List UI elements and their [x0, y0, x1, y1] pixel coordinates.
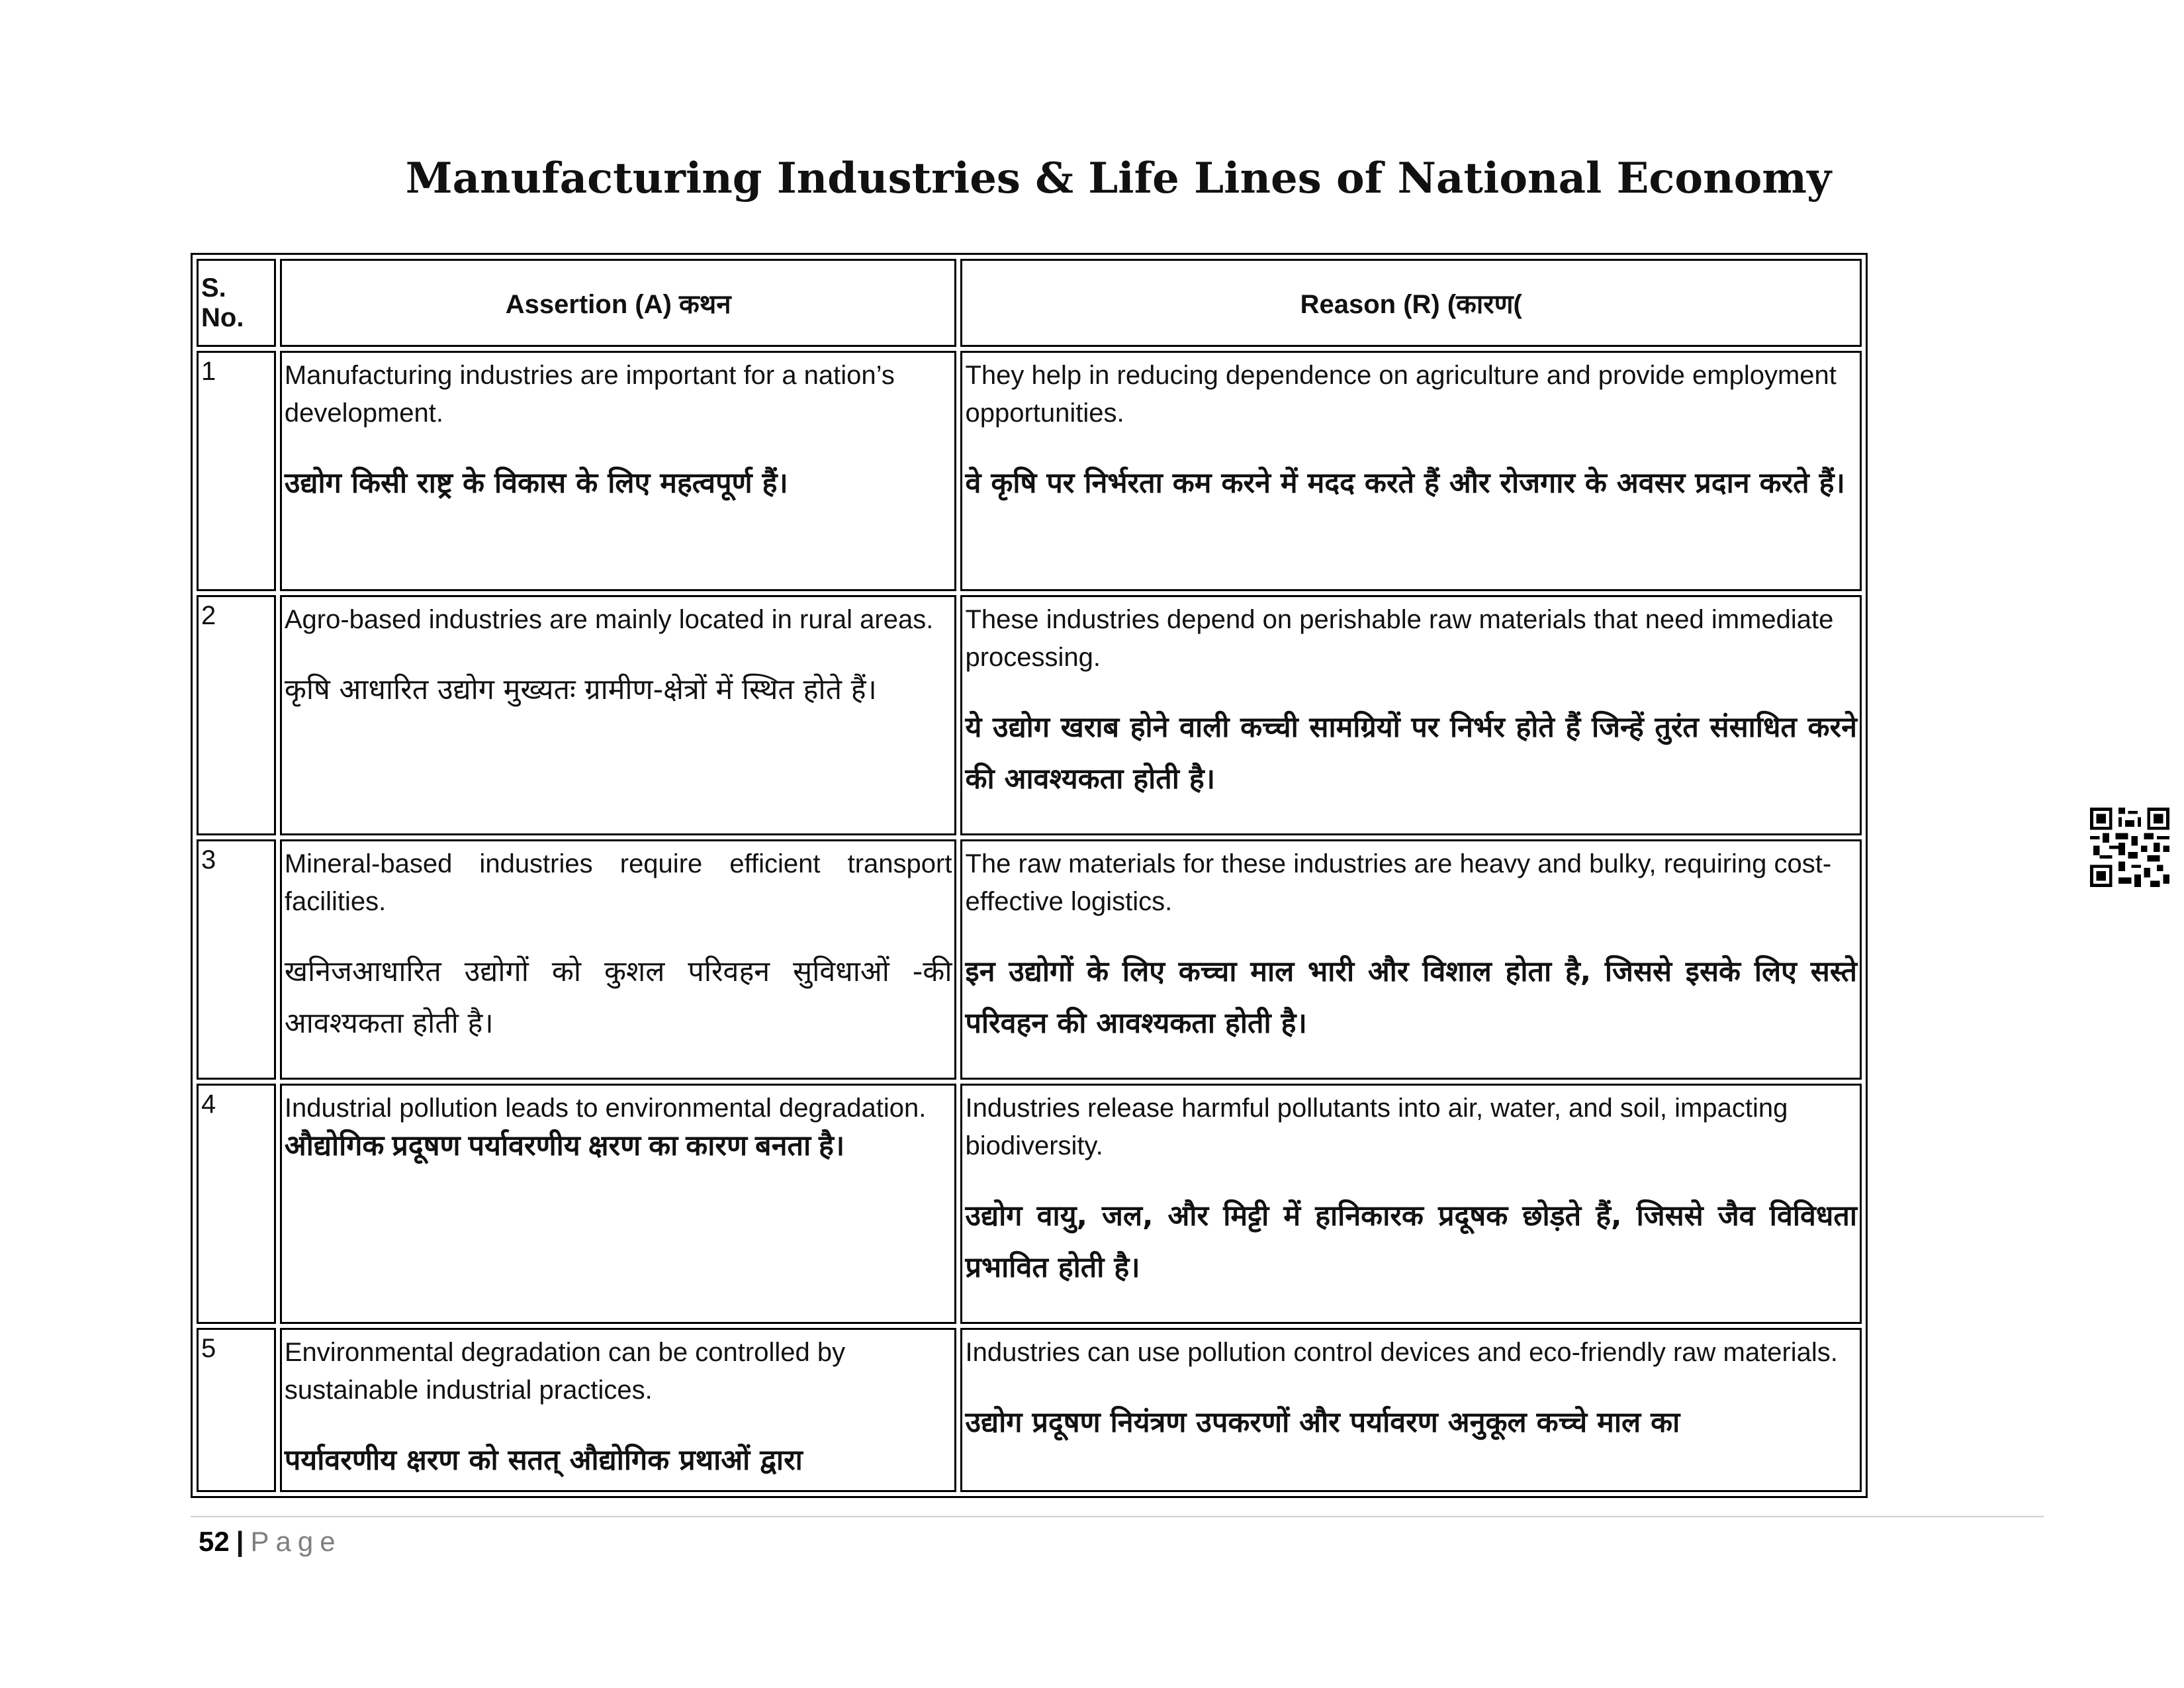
footer-separator: | — [236, 1526, 244, 1557]
reason-cell — [960, 1084, 1862, 1324]
reason-english: These industries depend on perishable raw materials that need immediate processing. — [965, 605, 1834, 672]
page-number: 52 — [199, 1526, 230, 1557]
header-sno: S. No. — [197, 259, 276, 347]
assertion-english: Agro-based industries are mainly located in rural areas. — [284, 605, 934, 634]
row-sno: 4 — [197, 1084, 276, 1324]
reason-english: Industries release harmful pollutants into air, water, and soil, impacting biodiversity. — [965, 1094, 1788, 1160]
assertion-hindi: उद्योग किसी राष्ट्र के विकास के लिए महत्वपूर्ण हैं। — [284, 467, 788, 500]
reason-cell — [960, 839, 1862, 1080]
reason-hindi: वे कृषि पर निर्भरता कम करने में मदद करते हैं और रोजगार के अवसर प्रदान करते हैं। — [965, 467, 1845, 500]
table-row — [197, 351, 1862, 591]
table-row — [197, 839, 1862, 1080]
assertion-cell — [280, 595, 957, 835]
page-title: Manufacturing Industries & Life Lines of National Economy — [405, 154, 1832, 203]
assertion-cell — [280, 1084, 957, 1324]
row-sno: 3 — [197, 839, 276, 1080]
table-row — [197, 1328, 1862, 1492]
page-footer — [199, 1526, 342, 1558]
footer-divider — [191, 1516, 2044, 1517]
assertion-english: Industrial pollution leads to environmental degradation. — [284, 1094, 927, 1123]
reason-cell — [960, 351, 1862, 591]
reason-cell — [960, 1328, 1862, 1492]
assertion-cell — [280, 1328, 957, 1492]
reason-hindi: उद्योग प्रदूषण नियंत्रण उपकरणों और पर्यावरण अनुकूल कच्चे माल का — [965, 1406, 1680, 1439]
row-sno: 5 — [197, 1328, 276, 1492]
assertion-hindi: खनिजआधारित उद्योगों को कुशल परिवहन सुविधाओं -की आवश्यकता होती है। — [284, 955, 952, 1040]
assertion-cell — [280, 351, 957, 591]
table-row — [197, 595, 1862, 835]
assertion-hindi: औद्योगिक प्रदूषण पर्यावरणीय क्षरण का कारण बनता है। — [284, 1130, 845, 1162]
reason-hindi: उद्योग वायु, जल, और मिट्टी में हानिकारक प्रदूषक छोड़ते हैं, जिससे जैव विविधता प्रभावित होती है। — [965, 1199, 1857, 1284]
qr-code-icon — [2090, 808, 2169, 887]
reason-english: The raw materials for these industries are heavy and bulky, requiring cost-effective logistics. — [965, 849, 1832, 916]
reason-hindi: इन उद्योगों के लिए कच्चा माल भारी और विशाल होता है, जिससे इसके लिए सस्ते परिवहन की आवश्यकता होती है। — [965, 955, 1857, 1040]
reason-english: Industries can use pollution control devices and eco-friendly raw materials. — [965, 1338, 1838, 1367]
assertion-reason-table — [191, 253, 1868, 1498]
assertion-english: Manufacturing industries are important for a nation’s development. — [284, 361, 895, 428]
assertion-hindi: पर्यावरणीय क्षरण को सतत् औद्योगिक प्रथाओं द्वारा — [284, 1444, 803, 1477]
assertion-cell — [280, 839, 957, 1080]
reason-hindi: ये उद्योग खराब होने वाली कच्ची सामग्रियों पर निर्भर होते हैं जिन्हें तुरंत संसाधित करने की आवश्यकता होती है। — [965, 711, 1857, 796]
assertion-english-with-hindi — [285, 1090, 952, 1166]
row-sno: 2 — [197, 595, 276, 835]
reason-cell — [960, 595, 1862, 835]
assertion-english: Environmental degradation can be controlled by sustainable industrial practices. — [284, 1338, 846, 1405]
header-assertion: Assertion (A) कथन — [280, 259, 957, 347]
page-label: Page — [250, 1526, 342, 1557]
assertion-hindi: कृषि आधारित उद्योग मुख्यतः ग्रामीण-क्षेत्रों में स्थित होते हैं। — [284, 673, 877, 706]
table-row — [197, 1084, 1862, 1324]
assertion-english: Mineral-based industries require efficient transport facilities. — [284, 849, 952, 916]
reason-english: They help in reducing dependence on agriculture and provide employment opportunities. — [965, 361, 1837, 428]
header-reason: Reason (R) (कारण( — [960, 259, 1862, 347]
table-header-row — [197, 259, 1862, 347]
row-sno: 1 — [197, 351, 276, 591]
